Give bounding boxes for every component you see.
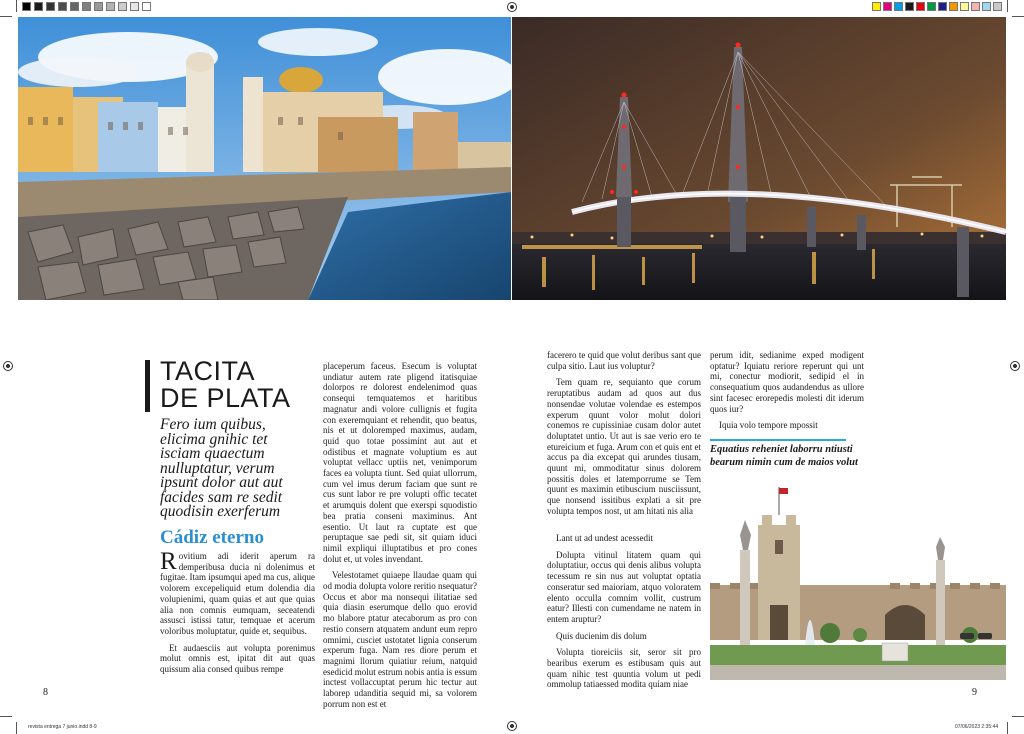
paragraph: Et audaesciis aut volupta porenimus molut omnis est, ipitat dit aut quas quissum alia consed quibus rempe	[160, 642, 315, 675]
paragraph: placeperum faceus. Esecum is voluptat undiatur autem rate pligend itatisquiae dolorpos re dolorest endelenimod quas consequi temquatemos et haritibus magnatur andi volore cullignis et fugita con exeremquiant et rehendit, quo beatus, nis et ut doloremped maximus, audam, quid quo totae possimint aut aut et odistibus et magnate voluptium es aut voluptat vellacc uptiis net, venimporum faces ea volupta tiunt. Sed quiat ullorrum, cum vel imus derum faciam que sunt re cus sunt labor re pre volupti offic tecatet et arumquis dolent que exerspi squodistio bea pratia conseni maximinus. Ant esentio. Ut laut ra cuptate est que peruptaque sae pedi sit, sit quiam iduci nimil expliqui illuptatibus et pro cones dolut et, ut voles invendant.	[323, 361, 477, 564]
paragraph: Lant ut ad undest acessedit	[556, 533, 653, 543]
article-title-line2: DE PLATA	[160, 383, 291, 413]
body-column-1	[160, 548, 315, 681]
grey-scale-bar	[22, 0, 152, 12]
crop-mark	[1007, 722, 1008, 734]
crop-mark	[1012, 716, 1024, 717]
article-title	[160, 358, 291, 412]
crop-mark	[1012, 16, 1024, 17]
page-number-left: 8	[43, 687, 48, 698]
drop-cap: R	[160, 548, 177, 575]
body-column-3-continued	[547, 533, 701, 696]
slug-right: 07/06/2023 2:35:44	[955, 724, 999, 730]
title-bar	[145, 360, 150, 412]
paragraph: perum idit, sedianime exped modigent optatur? Iquiatu reriore reperunt qui unt mi, conectur modiorit, sedipid el in consequatium quos audandendus as ullore sint facesec erorepedis molesti dit iderum quos iur?	[710, 350, 864, 414]
paragraph: Quis ducienim dis dolum	[556, 630, 647, 641]
bridge-night-photo	[512, 17, 1006, 300]
paragraph: Tem quam re, sequianto que corum reruptatibus audam ad quos aut dus nonsendae volutae volendae es estempos experum quunt volor molut dolori conemos re cupissiniae cusam dolor autet doluptatet untio. Ut aut is sae verio ero te etureicium et fuga. Arum con et quis ent et accus pa dia excepat qui arundes tiusam, quunt mi, ommoditatur sinus dolorem possitis doles et latemporrume se Tem quunt es maximin etibuscium nusciissunt, que nonsend issitibus explati a sit pre volupta tempos nost, ut am hitati nis alia	[547, 377, 701, 516]
monument-photo	[710, 485, 1006, 680]
crop-mark	[16, 722, 17, 734]
page-number-right: 9	[972, 687, 977, 698]
cadiz-waterfront-photo	[18, 17, 511, 300]
body-column-2	[323, 361, 477, 716]
body-column-3	[547, 350, 701, 523]
paragraph: Iquia volo tempore mpossit	[719, 420, 818, 431]
body-column-4	[710, 350, 864, 437]
color-bar	[872, 0, 1002, 12]
paragraph: facerero te quid que volut deribus sant que culpa sitio. Laut ius voluptur?	[547, 350, 701, 371]
registration-mark-right	[1010, 361, 1020, 371]
pullquote-rule	[710, 439, 846, 441]
registration-mark-bottom	[507, 721, 517, 731]
crop-mark	[0, 716, 12, 717]
standfirst: Fero ium quibus, elicima gnihic tet isciam quaectum nulluptatur, verum ipsunt dolor aut aut facides sam re sedit quodisin exerferum	[160, 416, 283, 520]
slug-left: revista entrega 7 junio.indd 8-9	[28, 724, 97, 730]
subhead: Cádiz eterno	[160, 527, 264, 548]
crop-mark	[0, 16, 12, 17]
registration-mark-top	[507, 2, 517, 12]
article-title-line1: TACITA	[160, 356, 255, 386]
paragraph: Rovitium adi iderit aperum ra demperibusa ducia ni dolenimus et fugitae. Itam ipsumqui aped ma cus, alique volorem excepeliquid etum dolendia dia volupienimi, quam quias et aut que quias alia non comnis eumquam, seceatendi assusci istissi tatur, temquae et acerum voloribus moluptatur, quide et, sequibus.	[160, 548, 315, 636]
pullquote: Equatius reheniet laborru ntiusti bearum nimin cum de maios volut	[710, 444, 858, 468]
registration-mark-left	[3, 361, 13, 371]
paragraph: Volupta tioreiciis sit, seror sit pro bearibus exerum es estibusam quis aut quam nihic test quuntia volum ut pedi ommolup tatiaessed modita quiam niae	[547, 647, 701, 690]
paragraph: Dolupta vitinul litatem quam qui doluptatiur, occus qui denis alibus volupta tecessum re sin nus aut voluptat optatia conseratur sed maioriam, atquo voloratem elento occulla comnim vollit, custrum eatur? Illesti con cumendame ne natem in entem aruptur?	[547, 549, 701, 624]
crop-mark	[1007, 0, 1008, 12]
crop-mark	[16, 0, 17, 12]
paragraph: Velestotamet quiaepe llaudae quam qui od modia dolupta volore reritio nsequatur? Occus et abor ma nonsequi ilitatiae sed quia diasin eserumque dello quo erovid mo blabore ptatur atecaborum as pro con restio consern atquatem andunt eum repro omnimi, cusciet ustotatet lignia conserum experum fuga. Nam res diore perum et magnimi llorum quiatiur reium, natquid esedicid molut estrum nobis antia is essum inctest vollaccuptat perum hic tectur aut laborep udanditia sequid mi, sa volorem porrum non est et	[323, 570, 477, 709]
